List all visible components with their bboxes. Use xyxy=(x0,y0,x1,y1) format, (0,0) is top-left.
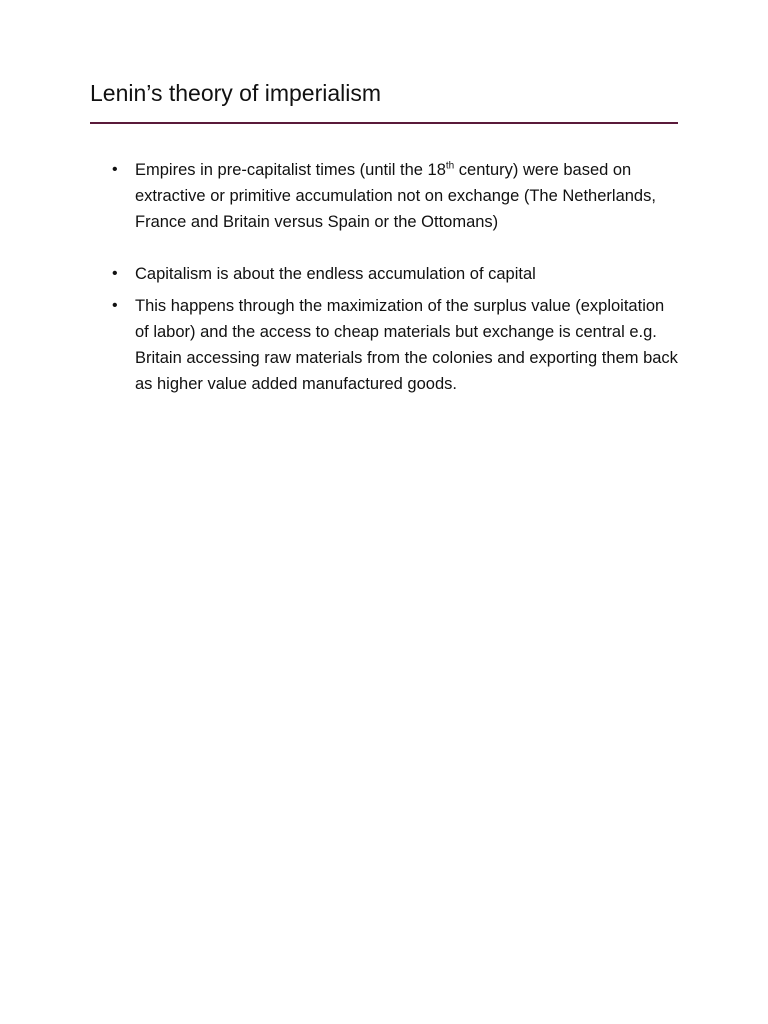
bullet-icon: • xyxy=(112,161,118,178)
bullet-item-surplus-value xyxy=(90,293,680,397)
bullet-list xyxy=(90,157,680,397)
bullet-item-pre-capitalist-empires xyxy=(90,157,680,235)
bullet-text: Capitalism is about the endless accumulation of capital xyxy=(135,265,536,283)
bullet-icon: • xyxy=(112,297,118,314)
bullet-icon: • xyxy=(112,265,118,282)
bullet-text: This happens through the maximization of the surplus value (exploitation of labor) and the access to cheap materials but exchange is central e.g. Britain accessing raw materials from the colonies and exporting them back as higher value added manufactured goods. xyxy=(135,297,678,393)
bullet-text-part: Empires in pre-capitalist times (until the 18 xyxy=(135,161,446,179)
bullet-item-capitalism-accumulation xyxy=(90,261,680,287)
bullet-text-part: century) were based on extractive or primitive accumulation not on exchange (The Netherlands, France and Britain versus Spain or the Ottomans) xyxy=(135,161,656,231)
title-underline-rule xyxy=(90,122,678,124)
ordinal-superscript: th xyxy=(445,160,455,172)
document-title: Lenin’s theory of imperialism xyxy=(90,80,382,106)
